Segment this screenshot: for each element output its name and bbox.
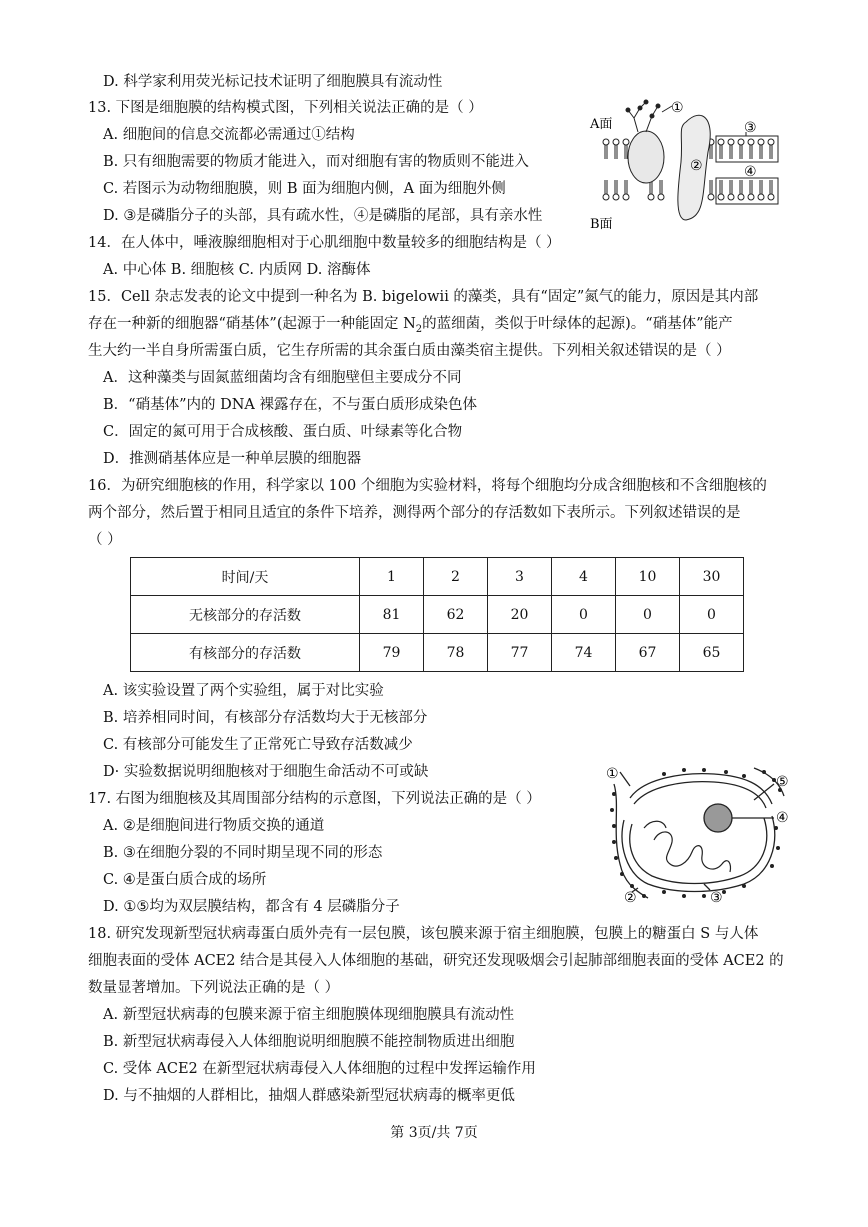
table-row: [131, 634, 744, 672]
table-cell: 1: [360, 558, 424, 596]
marker-1: ①: [606, 766, 619, 782]
chromatin: [654, 832, 731, 872]
q13-option-d: D. ③是磷脂分子的头部，具有疏水性，④是磷脂的尾部，具有亲水性: [103, 208, 543, 224]
nucleus-diagram: [604, 764, 804, 904]
q14-options: A. 中心体 B. 细胞核 C. 内质网 D. 溶酶体: [103, 262, 371, 278]
table-cell: 77: [488, 634, 552, 672]
q15-line1: 15．Cell 杂志发表的论文中提到一种名为 B. bigelowii 的藻类，具有“固定”氮气的能力，原因是其内部: [88, 289, 759, 305]
marker-2: ②: [624, 890, 637, 904]
marker-3: ③: [744, 120, 757, 136]
q14-stem: 14．在人体中，唾液腺细胞相对于心肌细胞中数量较多的细胞结构是（ ）: [88, 235, 561, 251]
page-footer: 第 3页/共 7页: [390, 1125, 478, 1141]
q15-option-d: D．推测硝基体应是一种单层膜的细胞器: [103, 451, 362, 467]
table-cell: 67: [616, 634, 680, 672]
q18-option-d: D. 与不抽烟的人群相比，抽烟人群感染新型冠状病毒的概率更低: [103, 1088, 515, 1104]
table-cell: 65: [680, 634, 744, 672]
marker-5: ⑤: [776, 774, 789, 790]
marker-3: ③: [710, 890, 723, 904]
q18-line1: 18. 研究发现新型冠状病毒蛋白质外壳有一层包膜，该包膜来源于宿主细胞膜，包膜上的糖蛋白 S 与人体: [88, 926, 759, 942]
q13-option-a: A. 细胞间的信息交流都必需通过①结构: [103, 127, 355, 143]
envelope-top: [630, 774, 772, 804]
q16-option-a: A. 该实验设置了两个实验组，属于对比实验: [103, 683, 384, 699]
q15-option-a: A．这种藻类与固氮蓝细菌均含有细胞壁但主要成分不同: [103, 370, 462, 386]
q17-option-a: A. ②是细胞间进行物质交换的通道: [103, 818, 325, 834]
q13-option-b: B. 只有细胞需要的物质才能进入，而对细胞有害的物质则不能进入: [103, 154, 529, 170]
q18-line2: 细胞表面的受体 ACE2 结合是其侵入人体细胞的基础，研究还发现吸烟会引起肺部细胞表面的受体 ACE2 的: [88, 953, 784, 969]
q16-line2: 两个部分，然后置于相同且适宜的条件下培养，测得两个部分的存活数如下表所示。下列叙述错误的是: [88, 505, 741, 521]
q15-option-b: B．“硝基体”内的 DNA 裸露存在，不与蛋白质形成染色体: [103, 397, 477, 413]
table-cell: 无核部分的存活数: [131, 596, 360, 634]
table-cell: 62: [424, 596, 488, 634]
table-cell: 0: [680, 596, 744, 634]
nucleolus: [704, 804, 732, 832]
table-cell: 79: [360, 634, 424, 672]
q18-line3: 数量显著增加。下列说法正确的是（ ）: [88, 980, 340, 996]
marker-1: ①: [671, 100, 684, 116]
table-cell: 74: [552, 634, 616, 672]
q12-option-d: D. 科学家利用荧光标记技术证明了细胞膜具有流动性: [103, 74, 443, 90]
embedded-protein: [628, 131, 664, 183]
q16-option-c: C. 有核部分可能发生了正常死亡导致存活数减少: [103, 737, 413, 753]
marker-4: ④: [744, 164, 757, 180]
q17-option-d: D. ①⑤均为双层膜结构，都含有 4 层磷脂分子: [103, 899, 400, 915]
table-cell: 0: [552, 596, 616, 634]
q13-option-c: C. 若图示为动物细胞膜，则 B 面为细胞内侧，A 面为细胞外侧: [103, 181, 506, 197]
q16-option-d: D· 实验数据说明细胞核对于细胞生命活动不可或缺: [103, 764, 429, 780]
table-cell: 0: [616, 596, 680, 634]
q18-option-a: A. 新型冠状病毒的包膜来源于宿主细胞膜体现细胞膜具有流动性: [103, 1007, 515, 1023]
q18-option-b: B. 新型冠状病毒侵入人体细胞说明细胞膜不能控制物质进出细胞: [103, 1034, 515, 1050]
q16-line1: 16．为研究细胞核的作用，科学家以 100 个细胞为实验材料，将每个细胞均分成含细胞核和不含细胞核的: [88, 478, 767, 494]
table-cell: 78: [424, 634, 488, 672]
q17-option-b: B. ③在细胞分裂的不同时期呈现不同的形态: [103, 845, 383, 861]
survival-table: [130, 557, 744, 672]
label-a-side: A面: [590, 117, 613, 132]
marker-4-box: [716, 178, 778, 204]
table-cell: 时间/天: [131, 558, 360, 596]
q17-option-c: C. ④是蛋白质合成的场所: [103, 872, 267, 888]
q15-line2: 存在一种新的细胞器“硝基体”(起源于一种能固定 $N_2$的蓝细菌，类似于叶绿体的起源)。“硝基体”能产: [88, 316, 733, 335]
table-row: [131, 596, 744, 634]
q15-option-c: C．固定的氮可用于合成核酸、蛋白质、叶绿素等化合物: [103, 424, 463, 440]
ribosomes: [610, 768, 782, 898]
marker-4: ④: [776, 810, 789, 826]
table-cell: 30: [680, 558, 744, 596]
q15-line3: 生大约一半自身所需蛋白质，它生存所需的其余蛋白质由藻类宿主提供。下列相关叙述错误的是（ ）: [88, 343, 731, 359]
q17-stem: 17. 右图为细胞核及其周围部分结构的示意图，下列说法正确的是（ ）: [88, 791, 541, 807]
table-cell: 有核部分的存活数: [131, 634, 360, 672]
label-b-side: B面: [590, 217, 613, 232]
table-cell: 4: [552, 558, 616, 596]
table-cell: 3: [488, 558, 552, 596]
cell-membrane-diagram: [586, 92, 786, 232]
q18-option-c: C. 受体 ACE2 在新型冠状病毒侵入人体细胞的过程中发挥运输作用: [103, 1061, 536, 1077]
table-cell: 20: [488, 596, 552, 634]
table-cell: 10: [616, 558, 680, 596]
q13-stem: 13. 下图是细胞膜的结构模式图，下列相关说法正确的是（ ）: [88, 100, 483, 116]
table-cell: 81: [360, 596, 424, 634]
q16-option-b: B. 培养相同时间，有核部分存活数均大于无核部分: [103, 710, 428, 726]
marker-2: ②: [690, 158, 703, 174]
table-cell: 2: [424, 558, 488, 596]
table-header-row: [131, 558, 744, 596]
q16-line3: （ ）: [88, 532, 122, 548]
